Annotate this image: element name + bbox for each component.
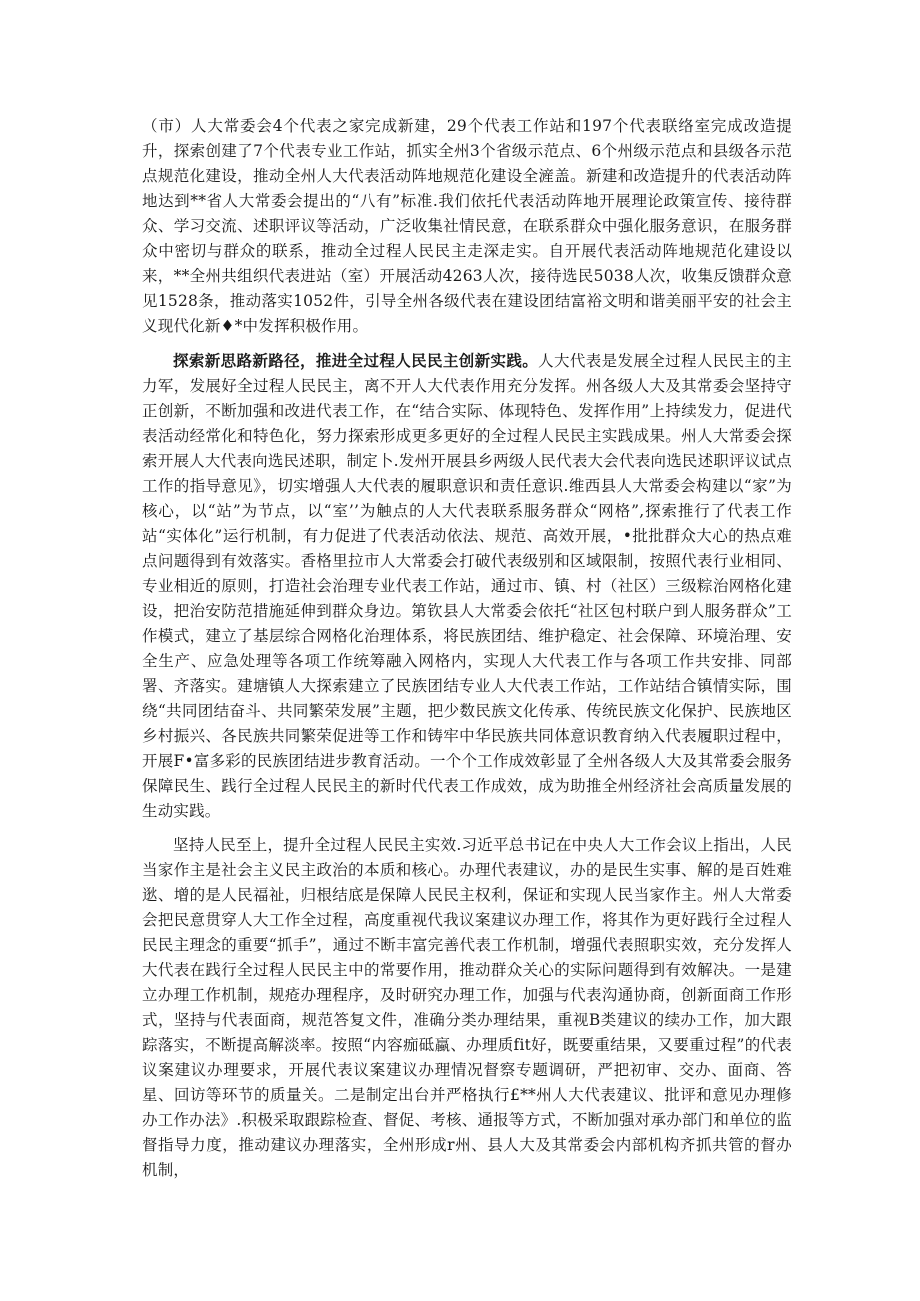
- document-page: [142, 114, 792, 1183]
- paragraph-3: [142, 833, 792, 1183]
- paragraph-2-lead: 探索新思路新路径，推进全过程人民民主创新实践。: [173, 351, 539, 370]
- paragraph-1: [142, 114, 792, 339]
- paragraph-2-text: 人大代表是发展全过程人民民主的主力军，发展好全过程人民民主，离不开人大代表作用充分发挥。州各级人大及其常委会坚持守正创新，不断加强和改进代表工作，在“结合实际、体现特色、发挥作用”上持续发力，促进代表活动经常化和特色化，努力探索形成更多更好的全过程人民民主实践成果。州人大常委会探索开展人大代表向选民述职，制定卜.发州开展县乡两级人民代表大会代表向选民述职评议试点工作的指导意见》，切实增强人大代表的履职意识和责任意识.维西县人大常委会构建以“家”为核心，以“站”为节点，以“室’’为触点的人大代表联系服务群众“网格”,探索推行了代表工作站“实体化”运行机制，有力促进了代表活动依法、规范、高效开展，•批批群众大心的热点难点问题得到有效落实。香格里拉市人大常委会打破代表级别和区域限制，按照代表行业相同、专业相近的原则，打造社会治理专业代表工作站，通过市、镇、村（社区）三级粽治网格化建设，把治安防范措施延伸到群众身边。第钦县人大常委会依托“社区包村联户到人服务群众”工作模式，建立了基层综合网格化治理体系，将民族团结、维护稳定、社会保障、环境治理、安全生产、应急处理等各项工作统筹融入网格内，实现人大代表工作与各项工作共安排、同部署、齐落实。建塘镇人大探索建立了民族团结专业人大代表工作站，工作站结合镇情实际，围绕“共同团结奋斗、共同繁荣发展”主题，把少数民族文化传承、传统民族文化保护、民族地区乡村振兴、各民族共同繁荣促进等工作和铸牢中华民族共同体意识教育纳入代表履职过程中，开展F•富多彩的民族团结进步教育活动。一个个工作成效彰显了全州各级人大及其常委会服务保障民生、践行全过程人民民主的新时代代表工作成效，成为助推全州经济社会高质量发展的生动实践。: [142, 352, 792, 820]
- paragraph-1-text: （市）人大常委会4个代表之家完成新建，29个代表工作站和197个代表联络室完成改造提升，探索创建了7个代表专业工作站，抓实全州3个省级示范点、6个州级示范点和县级各示范点规范化建设，推动全州人大代表活动阵地规范化建设全滻盖。新建和改造提升的代表活动阵地达到**省人大常委会提出的“八有”标准.我们依托代表活动阵地开展理论政策宣传、接待群众、学习交流、述职评议等活动，广泛收集社情民意，在联系群众中强化服务意识，在服务群众中密切与群众的联系，推动全过程人民民主走深走实。自开展代表活动阵地规范化建设以来，**全州共组织代表进站（室）开展活动4263人次，接待选民5038人次，收集反馈群众意见1528条，推动落实1052件，引导全州各级代表在建设团结富裕文明和谐美丽平安的社会主义现代化新♦*中发挥积极作用。: [142, 117, 792, 335]
- paragraph-2: [142, 348, 792, 824]
- paragraph-3-text: 坚持人民至上，提升全过程人民民主实效.习近平总书记在中央人大工作会议上指出，人民当家作主是社会主义民主政治的本质和核心。办理代表建议，办的是民生实事、解的是百姓难逖、增的是人民福祉，归根结底是保障人民民主权利，保证和实现人民当家作主。州人大常委会把民意贯穿人大工作全过程，高度重视代我议案建议办理工作，将其作为更好践行全过程人民民主理念的重要“抓手”，通过不断丰富完善代表工作机制，增强代表照职实效，充分发挥人大代表在践行全过程人民民主中的常要作用，推动群众关心的实际问题得到有效解决。一是建立办理工作机制，规疮办理程序，及时研究办理工作，加强与代表沟通协商，创新面商工作形式，坚持与代表面商，规范答复文件，准确分类办理结果，重视B类建议的续办工作，加大跟踪落实，不断提高解淡率。按照“内容痂砥蠃、办理质fit好，既要重结果，又要重过程”的代表议案建议办理要求，开展代表议案建议办理情况督察专题调研，严把初审、交办、面商、答星、回访等环节的质量关。二是制定出台并严格执行£**州人大代表建议、批评和意见办理修办工作办法》.积极采取跟踪检查、督促、考核、通报等方式，不断加强对承办部门和单位的监督指导力度，推动建议办理落实，全州形成r州、县人大及其常委会内部机构齐抓共管的督办机制，: [142, 836, 792, 1179]
